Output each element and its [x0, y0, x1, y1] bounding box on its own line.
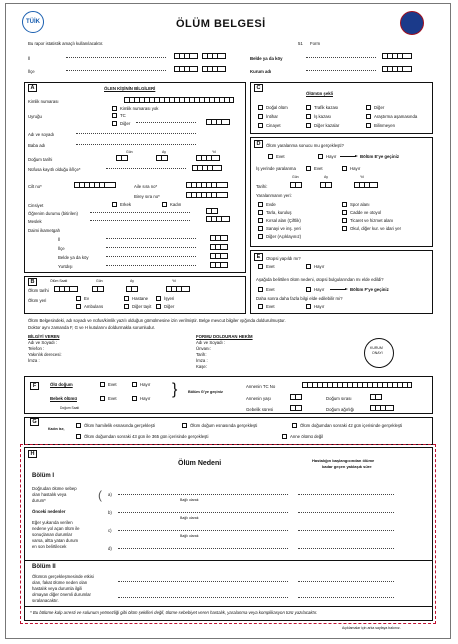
olum-nedeni-title: Ölüm Nedeni [178, 460, 222, 467]
belde-label: Belde ya da köy [250, 56, 283, 61]
cinayet-checkbox[interactable] [258, 123, 263, 128]
bebek-olumu-label: Bebek ölümü [50, 396, 77, 401]
gebelik-label: Gebelik süresi [246, 407, 274, 412]
tc-checkbox[interactable] [112, 113, 117, 118]
daimi-il-label: İl [58, 237, 61, 242]
ad-soyad-label: Adı ve soyadı [28, 132, 55, 137]
d-question-1: Ölüm yaralanma sonucu mu gerçekleşti? [266, 143, 344, 148]
form-page [5, 3, 451, 639]
h-footer-note: * Bu bölüme kalp arresti ve solunum yetmezliği gibi ölüm şekilleri değil, ölüme sebebiyet veren hastalık, yaralanma veya komplikasyon türü yazılacaktır. [30, 610, 318, 615]
meslek-field[interactable] [90, 217, 190, 221]
row-d-label: d) [108, 546, 112, 551]
trafik-label: Trafik kazası [314, 105, 339, 110]
belde-code[interactable] [382, 53, 412, 59]
ambulans-checkbox[interactable] [76, 304, 81, 309]
arastirma-checkbox[interactable] [366, 114, 371, 119]
dogum-sirasi-cell[interactable] [370, 394, 382, 400]
olu-hayir-checkbox[interactable] [132, 382, 137, 387]
yaralanma-yeri-label: Yaralanmanın yeri: [256, 193, 292, 198]
d-hayir-label: Hayır [326, 154, 337, 159]
g-anne-oldu-label: Anne ölümü değil [290, 434, 324, 439]
olum-ay[interactable] [126, 286, 138, 292]
e1-hayir-label: Hayır [314, 264, 325, 269]
bv-yakinlik: Yakınlık derecesi: [28, 352, 62, 357]
diger-uyruk-field[interactable] [136, 119, 196, 123]
row-c-field[interactable] [118, 527, 288, 531]
g-43-365-checkbox[interactable] [76, 434, 81, 439]
diger-c-label: Diğer [374, 105, 385, 110]
diger-kaza-label: Diğer kazalar [314, 123, 340, 128]
uyruk-label: Uyruğu [28, 114, 42, 119]
ilce-code-2[interactable] [202, 66, 226, 72]
row-b-field[interactable] [118, 509, 288, 513]
intihar-label: İntihar [266, 114, 278, 119]
is-kazasi-checkbox[interactable] [306, 114, 311, 119]
e1-evet-label: Evet [266, 264, 275, 269]
ad-soyad-field[interactable] [76, 130, 196, 134]
section-b-label: B [28, 278, 37, 286]
cinsiyet-label: Cinsiyet [28, 203, 44, 208]
agirlik-label: Doğum ağırlığı [326, 407, 355, 412]
hk-imza: İmza : [196, 358, 208, 363]
form-label: Form [310, 41, 321, 46]
dogal-olum-label: Doğal ölüm [266, 105, 288, 110]
bagli-olarak-2: Bağlı olarak [180, 516, 199, 520]
section-f-label: F [30, 382, 39, 390]
g-hamilelik-label: Ölüm doğum esnasında gerçekleşti [190, 423, 258, 428]
e3-hayir-label: Hayır [314, 304, 325, 309]
olum-gun[interactable] [92, 286, 104, 292]
d-is-evet-checkbox[interactable] [306, 166, 311, 171]
daimi-il-code[interactable] [210, 235, 228, 241]
section-e-label: E [254, 253, 263, 261]
hastane-label: Hastane [132, 296, 149, 301]
baba-adi-field[interactable] [76, 141, 196, 145]
tuik-logo: TÜİK [22, 11, 44, 33]
erkek-checkbox[interactable] [112, 202, 117, 207]
meslek-label: Meslek [28, 219, 42, 224]
cinayet-label: Cinayet [266, 123, 281, 128]
daimi-belde-label: Belde ya da köy [58, 255, 89, 260]
kurum-alan-checkbox[interactable] [258, 218, 263, 223]
kimlik-yok-checkbox[interactable] [112, 106, 117, 111]
section-g [24, 417, 433, 445]
section-g-label: G [30, 418, 39, 426]
okul-label: Okul, diğer kur. ve idari yer [350, 226, 402, 231]
nufus-field[interactable] [106, 165, 186, 169]
kimlik-no-label: Kimlik numarası [28, 99, 59, 104]
kurum-label: Kurum adı [250, 69, 272, 74]
olum-tarihi-label: Ölüm tarihi [28, 288, 49, 293]
anne-yasi-label: Annenin yaşı [246, 396, 271, 401]
ay-header: Ay [162, 150, 167, 154]
dogum-tarihi-label: Doğum tarihi [28, 157, 53, 162]
section-a-label: A [28, 84, 37, 92]
okul-checkbox[interactable] [342, 226, 347, 231]
hk-tarih: Tarih: [196, 352, 207, 357]
sanayi-checkbox[interactable] [258, 226, 263, 231]
il-code[interactable] [174, 53, 198, 59]
e3-hayir-checkbox[interactable] [306, 304, 311, 309]
sanayi-label: Sanayi ve inş. yeri [266, 226, 301, 231]
divider [24, 606, 433, 607]
kimlik-no-cells[interactable] [124, 97, 234, 103]
tarla-checkbox[interactable] [258, 210, 263, 215]
bilinmeyen-label: Bilinmeyen [374, 123, 396, 128]
b1-text-2: olan hastalık veya [32, 492, 67, 497]
b-ay-header: Ay [130, 279, 135, 283]
ev-checkbox[interactable] [76, 296, 81, 301]
b2-text-1: Ölümün gerçekleşmesinde etkisi [32, 574, 94, 579]
kurum-field[interactable] [306, 67, 376, 71]
aile-sira-label: Aile sıra no* [134, 184, 158, 189]
d-is-hayir-checkbox[interactable] [342, 166, 347, 171]
dogum-sirasi-label: Doğum sırası [326, 396, 352, 401]
hk-unvan: Ünvanı: [196, 346, 211, 351]
g-anne-oldu-checkbox[interactable] [282, 434, 287, 439]
row-d-sure[interactable] [298, 545, 394, 549]
b2-text-2: olan, fakat ölüme neden olan [32, 580, 88, 585]
bebek-evet-checkbox[interactable] [100, 396, 105, 401]
b1-text-8: en son belirtilecek [32, 544, 67, 549]
birey-sira-label: Birey sıra no* [134, 194, 160, 199]
dogal-olum-checkbox[interactable] [258, 105, 263, 110]
declaration-line-1: Ölüm Belgesindeki, adı soyadı ve nüfus/kimlik yazılı olduğun gömülmesine izin verilmiştir. Belge mevcut bilgiler ışığında doldurulmuştur. [28, 318, 286, 323]
e1-evet-checkbox[interactable] [258, 264, 263, 269]
row-a-field[interactable] [118, 491, 288, 495]
g-hamile-degil-checkbox[interactable] [76, 423, 81, 428]
dogum-gun[interactable] [116, 155, 128, 161]
diger-tayin-label: Diğer tayit [132, 304, 152, 309]
olum-saati-header: Ölüm Saati [50, 279, 68, 283]
f-goto-g: Bölüm G'ye geçiniz [188, 390, 223, 394]
bilgi-veren-title: BİLGİYİ VEREN [28, 334, 60, 339]
b2-text-3: hastalık veya durumla ilgili [32, 586, 83, 591]
is-kazasi-label: İş kazası [314, 114, 331, 119]
row-c-sure[interactable] [298, 527, 394, 531]
olu-hayir-label: Hayır [140, 382, 151, 387]
ilce-label: İlçe [28, 69, 35, 74]
erkek-label: Erkek [120, 202, 131, 207]
kimlik-yok-label: Kimlik numarası yok [120, 106, 159, 111]
ambulans-label: Ambulans [84, 304, 104, 309]
olu-evet-checkbox[interactable] [100, 382, 105, 387]
ilce-code[interactable] [174, 66, 198, 72]
isyeri-checkbox[interactable] [156, 296, 161, 301]
il-code-2[interactable] [202, 53, 226, 59]
row-a-sure[interactable] [298, 491, 394, 495]
uyruk-code[interactable] [206, 119, 230, 125]
ticaret-checkbox[interactable] [342, 218, 347, 223]
d-gun-header: Gün [292, 175, 299, 179]
daimi-ilce-field[interactable] [106, 244, 196, 248]
isyeri-label: İşyeri [164, 296, 175, 301]
e2-hayir-label: Hayır [314, 287, 325, 292]
d-ay-header: Ay [324, 175, 329, 179]
ilce-field[interactable] [66, 67, 166, 71]
e-goto-f: Bölüm F'ye geçiniz [350, 287, 389, 292]
il-field[interactable] [66, 54, 166, 58]
kadin-ise-label: Kadın ise, [48, 427, 65, 431]
b-gun-header: Gün [96, 279, 103, 283]
birey-sira-cells[interactable] [186, 192, 228, 198]
d-is-hayir-label: Hayır [350, 166, 361, 171]
diger-uyruk-checkbox[interactable] [112, 121, 117, 126]
trafik-checkbox[interactable] [306, 105, 311, 110]
b-yil-header: Yıl [172, 279, 177, 283]
bv-telefon: Telefon : [28, 346, 45, 351]
e2-hayir-checkbox[interactable] [306, 287, 311, 292]
row-a-label: a) [108, 492, 112, 497]
e-question-2: Aşağıda belirtilen ölüm nedeni, otopsi bulgularından mı elde edildi? [256, 277, 384, 282]
b2-field-2[interactable] [118, 594, 288, 598]
kurum-onayi-text-2: ONAYI [372, 351, 383, 355]
form-title: ÖLÜM BELGESİ [176, 18, 266, 30]
diger-kaza-checkbox[interactable] [306, 123, 311, 128]
d-goto-e: Bölüm E'ye geçiniz [360, 154, 399, 159]
agirlik-cell[interactable] [370, 405, 394, 411]
dogum-yil[interactable] [196, 155, 220, 161]
yurtdisi-label: Yurtdışı [58, 264, 73, 269]
is-yerinde-label: İş yerinde yaralanma [256, 166, 296, 171]
bolum-2-title: Bölüm II [32, 564, 56, 570]
d-gun-cell[interactable] [290, 182, 302, 188]
olu-dogum-label: Ölü doğum [50, 382, 73, 387]
e3-evet-checkbox[interactable] [258, 304, 263, 309]
statistical-notice: Bu rapor istatistik amaçlı kullanılacaktır. [28, 41, 104, 46]
il-label: İl [28, 56, 31, 61]
row-b-sure[interactable] [298, 509, 394, 513]
yaralanma-tarihi-label: Tarihi: [256, 184, 268, 189]
daimi-label: Daimi ikametgah [28, 228, 61, 233]
bv-ad-soyad: Adı ve Soyadı : [28, 340, 58, 345]
onceki-nedenler-label: Önceki nedenler [32, 509, 66, 514]
d-evet-checkbox[interactable] [268, 154, 273, 159]
cilt-cells[interactable] [74, 182, 116, 188]
bagli-olarak-3: Bağlı olarak [180, 534, 199, 538]
olum-yeri-label: Ölüm yeri [28, 298, 47, 303]
olu-evet-label: Evet [108, 382, 117, 387]
spor-label: Spor alanı [350, 202, 370, 207]
ministry-seal-icon [400, 11, 424, 35]
nufus-label: Nüfusa kayıtlı olduğu il/ilçe* [28, 167, 81, 172]
cilt-label: Cilt no* [28, 184, 42, 189]
b1-text-3: durum* [32, 498, 46, 503]
b1-text-6: sonuçlanan durumlar [32, 532, 73, 537]
hk-ad-soyad: Adı ve Soyadı : [196, 340, 226, 345]
ogrenim-label: Öğrenim durumu (bitirilen) [28, 211, 78, 216]
g-42-gun-label: Ölüm doğumdan sonraki 42 gün içerisinde gerçekleşti [300, 423, 403, 428]
bv-imza: İmza : [28, 358, 40, 363]
tarla-label: Tarla, kuruluş [266, 210, 292, 215]
divider [24, 560, 433, 561]
ev-label: Ev [84, 296, 90, 301]
evde-checkbox[interactable] [258, 202, 263, 207]
brace-icon: } [172, 381, 178, 398]
anne-yasi-cell[interactable] [290, 394, 302, 400]
b1-text-1: Doğrudan ölüme sebep [32, 486, 77, 491]
sure-header-2: kadar geçen yaklaşık süre [322, 464, 372, 469]
b1-text-5: nedene yol açan ölüm ile [32, 526, 80, 531]
belde-field[interactable] [306, 54, 376, 58]
olum-saat[interactable] [54, 286, 78, 292]
section-h-label: H [28, 450, 37, 458]
b2-text-4: olmayan diğer önemli durumlar [32, 592, 91, 597]
d-hayir-checkbox[interactable] [318, 154, 323, 159]
declaration-line-2: Doktor aynı zamanda F, G ve H kutularını doldurmakla sorumludur. [28, 325, 156, 330]
arrow-icon [330, 289, 346, 290]
e-question-1: Otopsi yapıldı mı? [266, 256, 301, 261]
anne-tc-cells[interactable] [302, 382, 412, 388]
ogrenim-field[interactable] [90, 209, 190, 213]
intihar-checkbox[interactable] [258, 114, 263, 119]
spor-checkbox[interactable] [342, 202, 347, 207]
tc-label: TC [120, 113, 126, 118]
cadde-label: Cadde ve otoyol [350, 210, 382, 215]
d-yil-header: Yıl [360, 175, 365, 179]
section-a-title: ÖLEN KİŞİNİN BİLGİLERİ [104, 86, 156, 91]
ticaret-label: Ticaret ve hizmet alanı [350, 218, 394, 223]
e3-evet-label: Evet [266, 304, 275, 309]
e2-evet-checkbox[interactable] [258, 287, 263, 292]
row-d-field[interactable] [118, 545, 288, 549]
daimi-il-field[interactable] [106, 235, 196, 239]
b1-text-4: Eğer yukarıda verilen [32, 520, 73, 525]
hk-kase: Kaşe: [196, 364, 207, 369]
b2-sure-2[interactable] [298, 594, 394, 598]
diger-b-label: Diğer [164, 304, 175, 309]
d-evet-label: Evet [276, 154, 285, 159]
row-c-label: c) [108, 528, 112, 533]
yurtdisi-code[interactable] [210, 262, 228, 268]
arrow-icon [340, 156, 356, 157]
diger-b-checkbox[interactable] [156, 304, 161, 309]
baba-adi-label: Baba adı [28, 143, 46, 148]
section-c-title: Ölümün şekli [306, 91, 333, 96]
e1-hayir-checkbox[interactable] [306, 264, 311, 269]
arastirma-label: Araştırma aşamasında [374, 114, 418, 119]
nufus-code[interactable] [192, 165, 222, 171]
g-42-gun-checkbox[interactable] [292, 423, 297, 428]
b1-text-7: varsa, altta yatan durum [32, 538, 79, 543]
bracket-a-icon: ( [98, 488, 102, 502]
evde-label: Evde [266, 202, 276, 207]
e2-evet-label: Evet [266, 287, 275, 292]
aile-sira-cells[interactable] [186, 182, 228, 188]
kurum-code[interactable] [382, 66, 412, 72]
anne-tc-label: Annenin TC No [246, 384, 276, 389]
bilinmeyen-checkbox[interactable] [366, 123, 371, 128]
form-number: 51 [298, 41, 303, 46]
sure-header-1: Hastalığın başlangıcından ölüme [312, 458, 375, 463]
kadin-checkbox[interactable] [162, 202, 167, 207]
d-is-evet-label: Evet [314, 166, 323, 171]
e-question-3: Daha sonra daha fazla bilgi elde edilebilir mi? [256, 296, 343, 301]
daimi-belde-code[interactable] [210, 253, 228, 259]
daimi-ilce-code[interactable] [210, 244, 228, 250]
yurtdisi-field[interactable] [106, 262, 196, 266]
aciklama-note: Açıklamalar için arka sayfaya bakınız. [342, 626, 401, 630]
section-c-label: C [254, 84, 263, 92]
yil-header: Yıl [212, 150, 217, 154]
g-hamile-degil-label: Ölüm hamilelik esnasında gerçekleşti [84, 423, 155, 428]
dogum-ay[interactable] [156, 155, 168, 161]
diger-d-checkbox[interactable] [258, 234, 263, 239]
kurum-onayi-text-1: KURUM [370, 346, 383, 350]
daimi-ilce-label: İlçe [58, 246, 65, 251]
gun-header: Gün [126, 150, 133, 154]
bebek-hayir-checkbox[interactable] [132, 396, 137, 401]
diger-uyruk-label: Diğer [120, 121, 131, 126]
bebek-hayir-label: Hayır [140, 396, 151, 401]
b2-sure-1[interactable] [298, 578, 394, 582]
d-ay-cell[interactable] [320, 182, 332, 188]
bebek-evet-label: Evet [108, 396, 117, 401]
row-b-label: b) [108, 510, 112, 515]
meslek-code[interactable] [206, 216, 230, 222]
cadde-checkbox[interactable] [342, 210, 347, 215]
diger-d-label: Diğer (Açıklayınız) [266, 234, 302, 239]
diger-tayin-checkbox[interactable] [124, 304, 129, 309]
bolum-1-title: Bölüm I [32, 473, 54, 479]
g-43-365-label: Ölüm doğumdan sonraki 43 gün ile 365 gün içerisinde gerçekleşti [84, 434, 209, 439]
diger-c-checkbox[interactable] [366, 105, 371, 110]
olum-yil[interactable] [166, 286, 190, 292]
hekim-title: FORMU DOLDURAN HEKİM [196, 334, 253, 339]
section-d-label: D [254, 140, 263, 148]
kurum-alan-label: Kırsal alan (Çiftlik) [266, 218, 301, 223]
b2-field-1[interactable] [118, 578, 288, 582]
hastane-checkbox[interactable] [124, 296, 129, 301]
bagli-olarak-1: Bağlı olarak [180, 498, 199, 502]
b2-text-5: sıralanacaktır. [32, 598, 59, 603]
gebelik-cell[interactable] [290, 405, 302, 411]
ogrenim-code[interactable] [206, 208, 218, 214]
dogum-saati-label: Doğum Saati [60, 406, 80, 410]
kadin-label: Kadın [170, 202, 182, 207]
d-yil-cell[interactable] [354, 182, 378, 188]
daimi-belde-field[interactable] [106, 253, 196, 257]
g-hamilelik-checkbox[interactable] [182, 423, 187, 428]
